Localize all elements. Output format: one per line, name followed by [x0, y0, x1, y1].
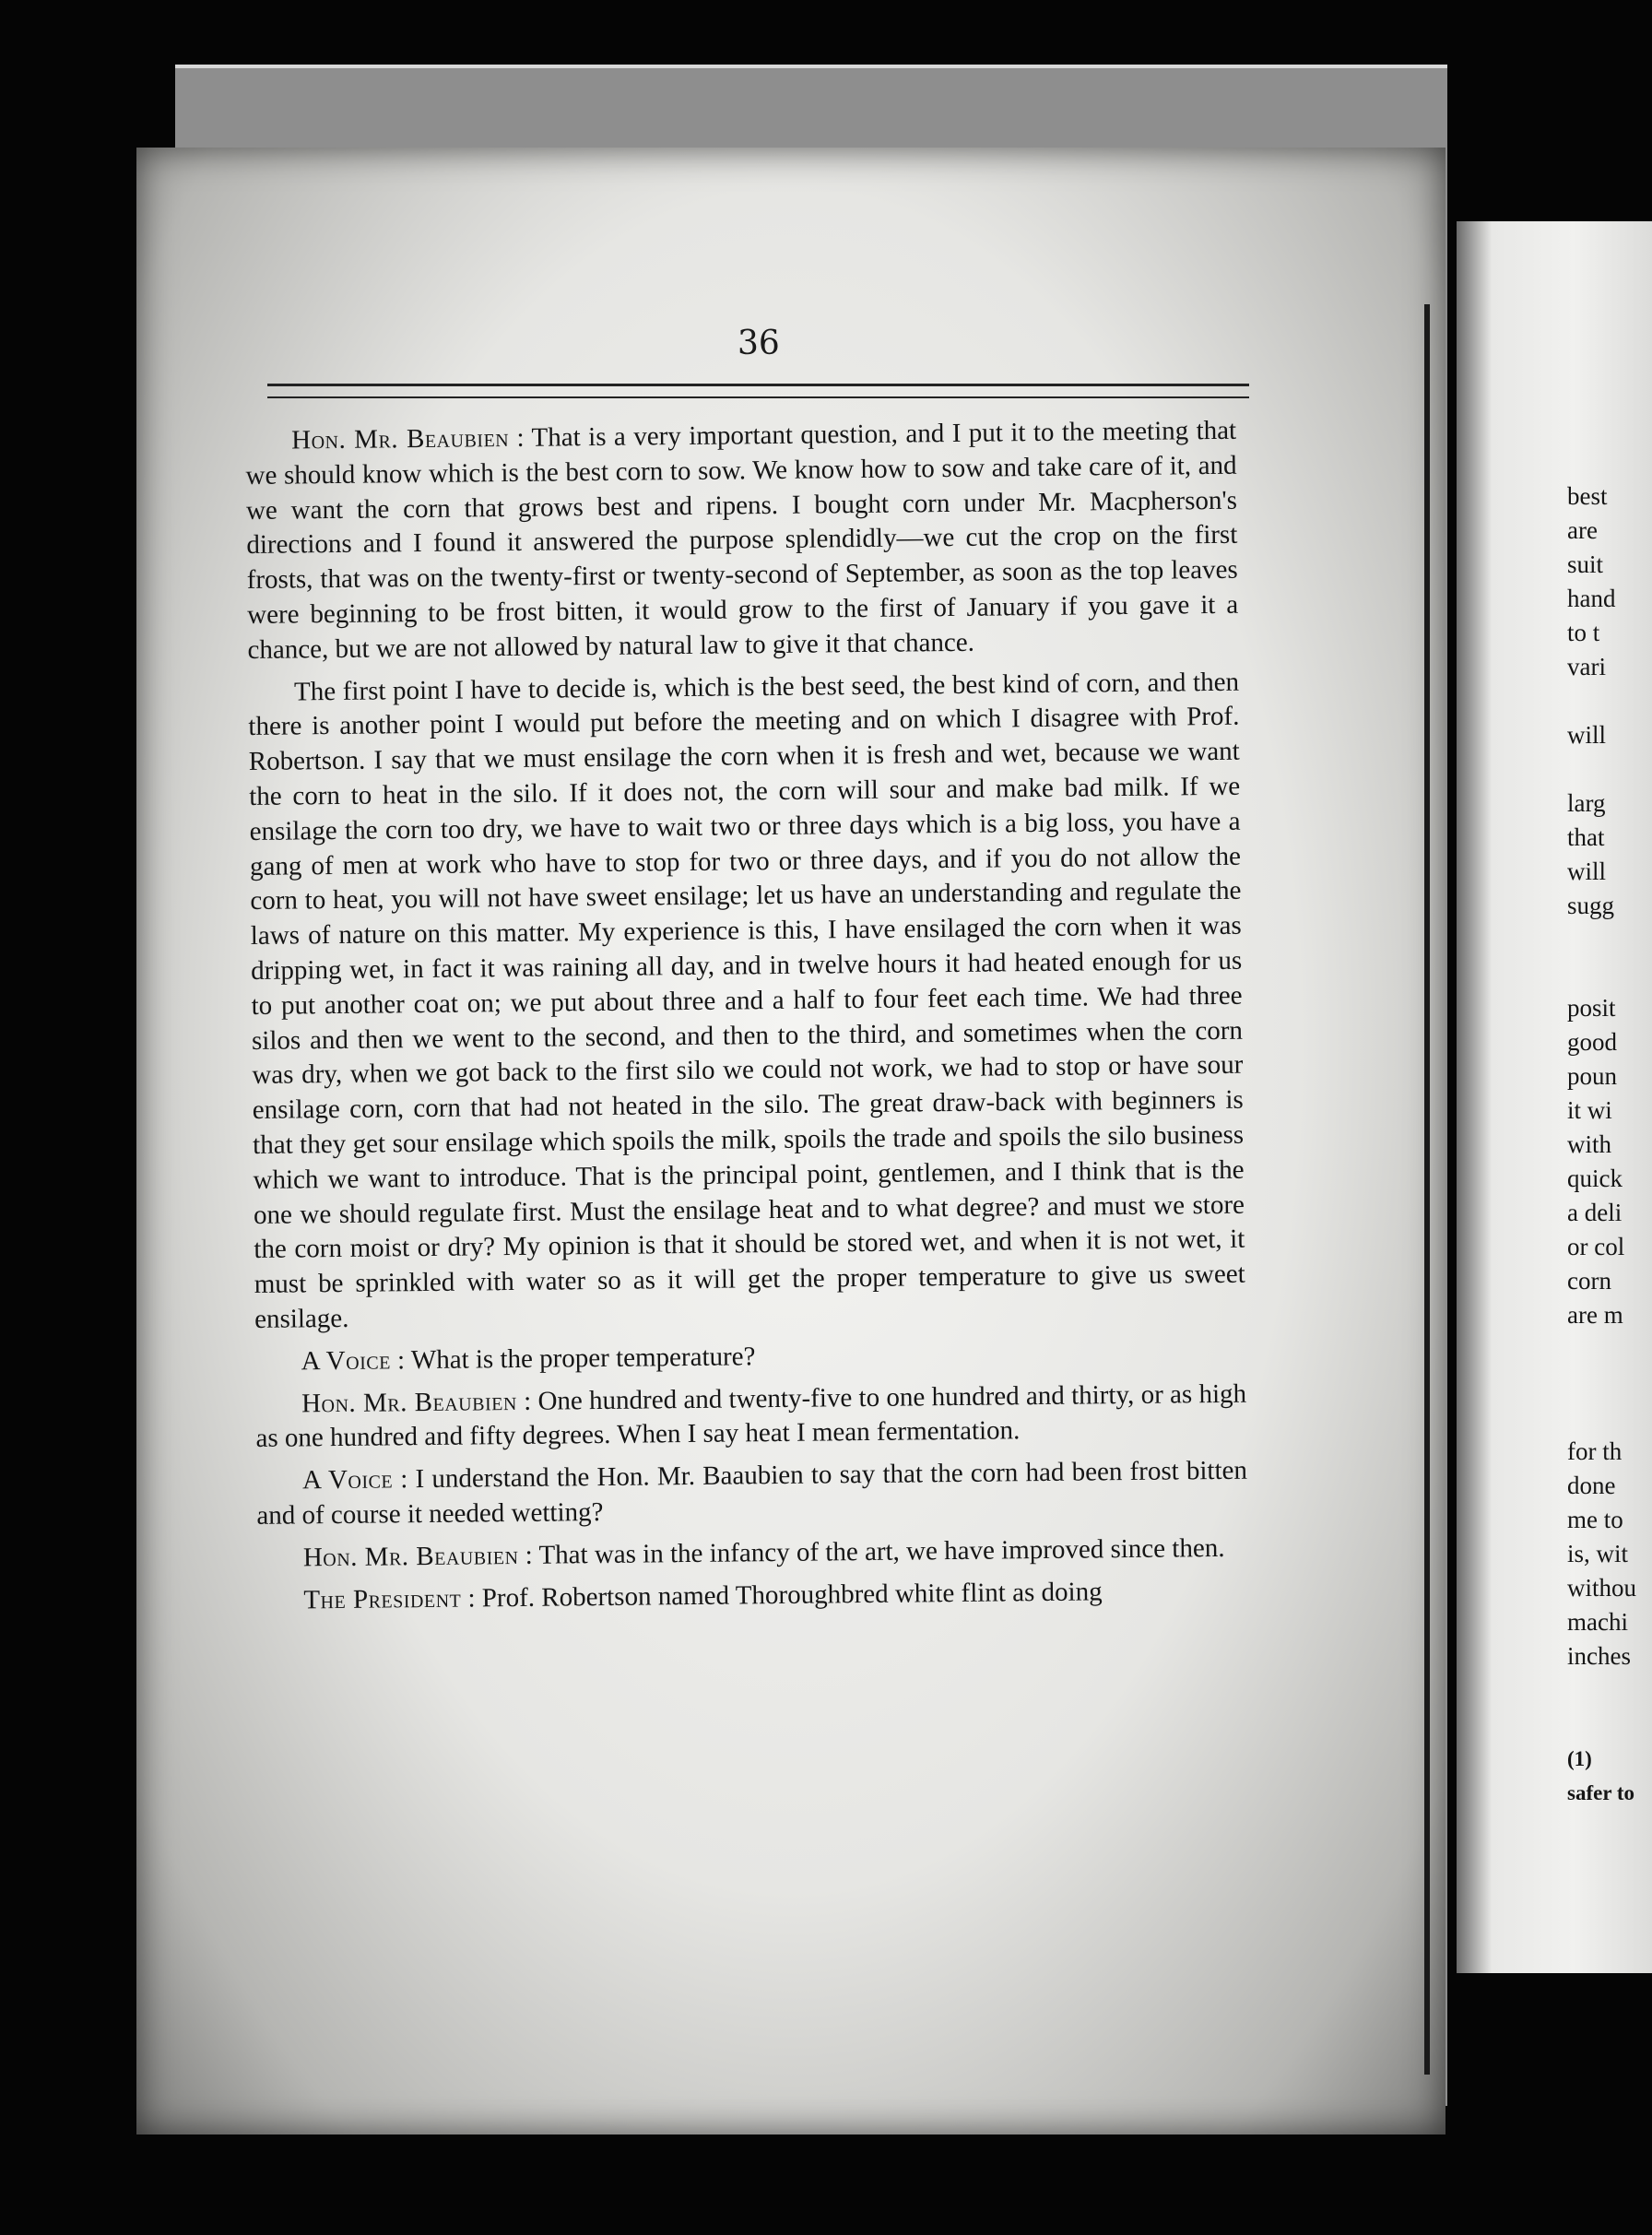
- paragraph-text: One hundred and twenty-five to one hundred and thirty, or as high as one hundred and fifty degrees. When I say heat I mean fermentation.: [255, 1378, 1247, 1454]
- facing-page-line: withou: [1567, 1574, 1637, 1602]
- facing-page-line: vari: [1567, 653, 1606, 680]
- header-rule-top: [267, 384, 1249, 386]
- facing-page-line: suit: [1567, 550, 1604, 578]
- facing-page-line: [1567, 1332, 1652, 1366]
- facing-page-line: [1567, 1401, 1652, 1435]
- facing-page-line: is, wit: [1567, 1540, 1629, 1567]
- paragraph: The President : Prof. Robertson named Thoroughbred white flint as doing: [303, 1576, 1103, 1614]
- facing-page-line: larg: [1567, 789, 1606, 817]
- facing-page-line: me to: [1567, 1506, 1623, 1533]
- facing-page-line: poun: [1567, 1062, 1617, 1090]
- paragraph-text: The first point I have to decide is, which is the best seed, the best kind of corn, and then there is another point I would put before the meeting and on which I disagree with Prof. Robertson. I say that we must ensilage the corn when it is fresh and wet, because we want the corn to heat in the silo. If it does not, the corn will sour and make bad milk. If we ensilage the corn too dry, we have to wait two or three days which is a big loss, you have a gang of men at work who have to stop for two or three days, and if you do not allow the corn to heat, you will not have sweet ensilage; let us have an understanding and regulate the laws of nature on this matter. My experience is this, I have ensilaged the corn when it was dripping wet, in fact it was raining all day, and in twelve hours it had heated enough for us to put another coat on; we put about three and a half to four feet each time. We had three silos and then we went to the second, and then to the third, and sometimes when the corn was dry, when we got back to the first silo we could not work, we had to stop or have sour ensilage corn, corn that had not heated in the silo. The great draw-back with beginners is that they get sour ensilage which spoils the milk, spoils the trade and spoils the silo business which we want to introduce. That is the principal point, gentlemen, and I think that is the one we should regulate first. Must the ensilage heat and to what degree? and must we store the corn moist or dry? My opinion is that it should be stored wet, and when it is not wet, it must be sprinkled with water so as it will get the proper temperature to give us sweet ensilage.: [248, 667, 1245, 1334]
- page-number: 36: [738, 325, 780, 362]
- facing-page-line: [1567, 957, 1652, 991]
- paragraph-text: That is a very important question, and I put it to the meeting that we should know which is the best corn to sow. We know how to sow and take care of it, and we want the corn that grows best and ripens. I bought corn under Mr. Macpherson's directions and I found it answered the purpose splendidly—we cut the crop on the first frosts, that was on the twenty-first or twenty-second of September, as soon as the top leaves were beginning to be frost bitten, it would grow to the first of January if you gave it a chance, but we are not allowed by natural law to give it that chance.: [245, 415, 1239, 665]
- facing-page-line: [1567, 1673, 1652, 1708]
- speaker-label: Hon. Mr. Beaubien: [302, 1540, 519, 1573]
- header-rule-bottom: [267, 396, 1249, 398]
- speaker-label: A Voice: [301, 1345, 391, 1377]
- facing-page-line: best: [1567, 482, 1608, 510]
- facing-page-line: or col: [1567, 1233, 1625, 1260]
- facing-page-line: are: [1567, 516, 1598, 544]
- speaker-label: A Voice: [301, 1464, 394, 1496]
- facing-page-line: posit: [1567, 994, 1616, 1022]
- facing-page-line: [1567, 1708, 1652, 1742]
- facing-page-line: will: [1567, 721, 1607, 749]
- facing-page-line: (1): [1567, 1747, 1592, 1770]
- paragraph-text: I understand the Hon. Mr. Baaubien to say that the corn had been frost bitten and of course it needed wetting?: [256, 1455, 1248, 1531]
- facing-page-line: it wi: [1567, 1096, 1612, 1124]
- facing-page-line: done: [1567, 1472, 1616, 1499]
- binding-gutter: [1424, 304, 1430, 2075]
- facing-page-line: [1567, 684, 1652, 718]
- facing-page-line: a deli: [1567, 1199, 1622, 1226]
- facing-page-line: inches: [1567, 1642, 1631, 1670]
- facing-page-line: will: [1567, 857, 1607, 885]
- facing-page-line: [1567, 923, 1652, 957]
- facing-page-line: sugg: [1567, 892, 1615, 919]
- speaker-label: The President: [303, 1583, 462, 1614]
- paragraph: Hon. Mr. Beaubien : One hundred and twenty-five to one hundred and thirty, or as high as one hundred and fifty degrees. When I say heat I mean fermentation.: [255, 1378, 1247, 1454]
- facing-page-line: good: [1567, 1028, 1617, 1056]
- speaker-label: Hon. Mr. Beaubien: [301, 1386, 517, 1418]
- paragraph: A Voice : What is the proper temperature?: [301, 1341, 756, 1377]
- body-text: [245, 414, 1249, 1626]
- paragraph-text: Prof. Robertson named Thoroughbred white flint as doing: [481, 1576, 1103, 1613]
- facing-page-line: [1567, 1366, 1652, 1401]
- paragraph: Hon. Mr. Beaubien : That was in the infancy of the art, we have improved since then.: [302, 1532, 1225, 1573]
- paragraph: [248, 665, 1245, 1337]
- facing-page-line: corn: [1567, 1267, 1611, 1295]
- facing-page-line: with: [1567, 1130, 1612, 1158]
- facing-page-line: quick: [1567, 1165, 1622, 1192]
- facing-page-line: hand: [1567, 585, 1616, 612]
- paragraph: A Voice : I understand the Hon. Mr. Baaubien to say that the corn had been frost bitten and of course it needed wetting?: [256, 1455, 1248, 1531]
- facing-page-line: are m: [1567, 1301, 1623, 1329]
- facing-page-line: safer to: [1567, 1781, 1635, 1804]
- facing-page-line: to t: [1567, 619, 1600, 646]
- facing-page-line: that: [1567, 823, 1605, 851]
- paragraph: Hon. Mr. Beaubien : That is a very important question, and I put it to the meeting that we should know which is the best corn to sow. We know how to sow and take care of it, and we want the corn that grows best and ripens. I bought corn under Mr. Macpherson's directions and I found it answered the purpose splendidly—we cut the crop on the first frosts, that was on the twenty-first or twenty-second of September, as soon as the top leaves were beginning to be frost bitten, it would grow to the first of January if you gave it a chance, but we are not allowed by natural law to give it that chance.: [245, 415, 1239, 665]
- facing-page-line: [1567, 752, 1652, 786]
- facing-page-line: for th: [1567, 1437, 1622, 1465]
- speaker-label: Hon. Mr. Beaubien: [291, 423, 510, 455]
- paragraph-text: What is the proper temperature?: [410, 1341, 756, 1375]
- facing-page-text: [1567, 479, 1652, 1810]
- paragraph-text: That was in the infancy of the art, we have improved since then.: [538, 1532, 1225, 1570]
- facing-page-line: machi: [1567, 1608, 1628, 1636]
